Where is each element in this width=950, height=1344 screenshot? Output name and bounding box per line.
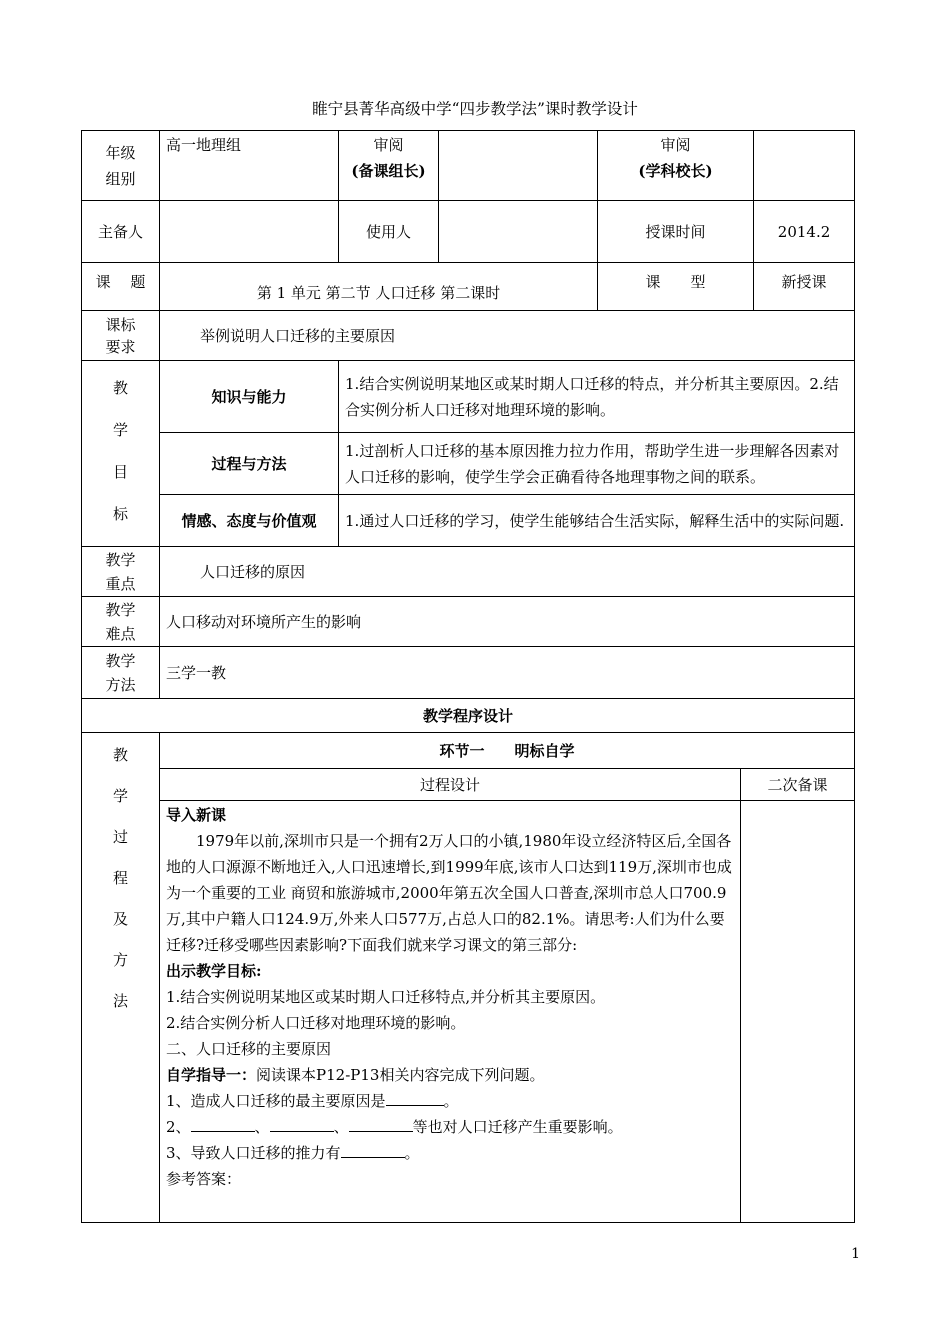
answer-blank [191,1117,255,1132]
second-prep-content [741,801,855,1223]
method-label: 教学 方法 [82,647,160,699]
user-label: 使用人 [339,201,439,263]
goal-process-text: 1.过剖析人口迁移的基本原因推力拉力作用，帮助学生进一步理解各因素对人口迁移的影响，使学生学会正确看待各地理事物之间的联系。 [339,433,855,495]
grade-label: 年级 组别 [82,131,160,201]
difficulty-value: 人口移动对环境所产生的影响 [160,597,855,647]
user-value [439,201,598,263]
class-time-value: 2014.2 [754,201,855,263]
focus-value: 人口迁移的原因 [160,547,855,597]
goal-process-label: 过程与方法 [160,433,339,495]
review-principal-value [754,131,855,201]
goals-side-label: 教 学 目 标 [82,361,160,547]
method-value: 三学一教 [160,647,855,699]
focus-label: 教学 重点 [82,547,160,597]
review-group-leader-label: 审阅 (备课组长) [339,131,439,201]
grade-value: 高一地理组 [160,131,339,201]
goal-knowledge-label: 知识与能力 [160,361,339,433]
process-side-label: 教 学 过 程 及 方 法 [82,733,160,1223]
standard-value: 举例说明人口迁移的主要原因 [160,311,855,361]
lesson-plan-table [81,130,855,1223]
preparer-label: 主备人 [82,201,160,263]
answer-blank [386,1091,444,1106]
goal-emotion-text: 1.通过人口迁移的学习，使学生能够结合生活实际，解释生活中的实际问题. [339,495,855,547]
process-design-header: 过程设计 [160,769,741,801]
program-title: 教学程序设计 [82,699,855,733]
preparer-value [160,201,339,263]
class-time-label: 授课时间 [598,201,754,263]
topic-value: 第 1 单元 第二节 人口迁移 第二课时 [160,263,598,311]
review-group-leader-value [439,131,598,201]
answer-blank [349,1117,413,1132]
goal-knowledge-text: 1.结合实例说明某地区或某时期人口迁移的特点，并分析其主要原因。2.结合实例分析人口迁移对地理环境的影响。 [339,361,855,433]
page-number: 1 [851,1246,860,1262]
second-prep-header: 二次备课 [741,769,855,801]
goal-emotion-label: 情感、态度与价值观 [160,495,339,547]
answer-blank [341,1143,405,1158]
answer-blank [270,1117,334,1132]
stage-title: 环节一 明标自学 [160,733,855,769]
review-principal-label: 审阅 (学科校长) [598,131,754,201]
standard-label: 课标 要求 [82,311,160,361]
lesson-type-value: 新授课 [754,263,855,311]
difficulty-label: 教学 难点 [82,597,160,647]
document-title: 睢宁县菁华高级中学“四步教学法”课时教学设计 [312,100,638,118]
topic-label: 课 题 [82,263,160,311]
lesson-type-label: 课 型 [598,263,754,311]
process-design-content: 导入新课 1979年以前,深圳市只是一个拥有2万人口的小镇,1980年设立经济特区后,全国各地的人口源源不断地迁入,人口迅速增长,到1999年底,该市人口达到119万,深圳市也成为一个重要的工业 商贸和旅游城市,2000年第五次全国人口普查,深圳市总人口700.9万,其中户籍人口124.9万,外来人口577万,占总人口的82.1%。请思考:人们为什么要迁移?迁移受哪些因素影响?下面我们就来学习课文的第三部分: 出示教学目标: 1.结合实例说明某地区或某时期人口迁移特点,并分析其主要原因。 2.结合实例分析人口迁移对地理环境的影响。 二、人口迁移的主要原因 自学指导一：阅读课本P12-P13相关内容完成下列问题。 1、造成人口迁移的最主要原因是 。 2、 、 、 等也对人口迁移产生重要影响。 3、导致人口迁移的推力有 。 参考答案： [160,801,741,1223]
